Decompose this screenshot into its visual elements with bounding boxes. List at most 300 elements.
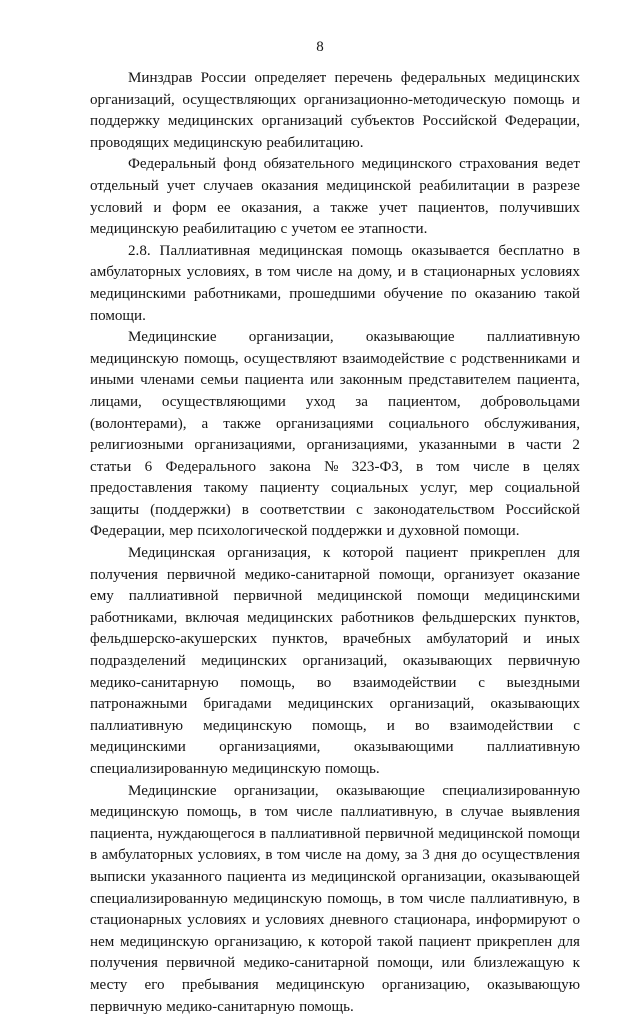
word: медицинских xyxy=(247,609,333,626)
word: медицинскую xyxy=(90,804,179,821)
word: получения xyxy=(90,566,158,583)
word: Российской xyxy=(505,501,580,518)
word: с xyxy=(478,674,485,691)
word: организациями, xyxy=(219,739,321,756)
word: этапности. xyxy=(358,221,428,238)
word: и xyxy=(397,264,406,281)
word: федеральных xyxy=(400,70,486,86)
word: случаев xyxy=(203,177,254,194)
text-line xyxy=(90,673,580,695)
text-line xyxy=(90,133,580,155)
text-line xyxy=(90,478,580,500)
word: в xyxy=(507,437,515,454)
word: медицинскую xyxy=(90,350,179,367)
word: организация, xyxy=(227,545,311,562)
word: организаций, xyxy=(302,653,388,670)
word: и xyxy=(523,631,532,648)
word: пациента xyxy=(227,868,287,885)
text-line xyxy=(90,759,580,781)
word: пациентов, xyxy=(418,199,489,216)
word: иными xyxy=(90,372,134,389)
word: условиях xyxy=(187,912,247,929)
word: Медицинская xyxy=(128,545,216,562)
word: указанного xyxy=(150,868,222,885)
word: на xyxy=(346,847,362,864)
word: пребывания xyxy=(181,976,259,993)
word: помощи, xyxy=(377,955,434,972)
word: взаимодействии xyxy=(352,674,457,691)
word: из xyxy=(291,868,306,885)
word: медико-санитарной xyxy=(244,566,370,583)
word: (поддержки) xyxy=(150,501,231,518)
word: в xyxy=(265,847,273,864)
word: разрезе xyxy=(532,177,580,194)
word: медицинской xyxy=(326,177,412,194)
word: которой xyxy=(320,933,372,950)
word: паллиативной xyxy=(270,825,361,842)
word: медицинскую xyxy=(233,890,322,907)
word: медицинскую xyxy=(275,976,365,993)
word: медицинских xyxy=(167,113,254,130)
word: предоставления xyxy=(90,480,193,497)
word: России xyxy=(200,70,247,86)
word: амбулаторных xyxy=(101,847,194,864)
word: амбулаторий xyxy=(426,631,509,648)
word: ее xyxy=(340,221,355,238)
word: за xyxy=(355,393,368,410)
text-line xyxy=(90,629,580,651)
word: медико-санитарную xyxy=(166,998,295,1015)
text-line xyxy=(90,457,580,479)
text-line xyxy=(90,500,580,522)
word: для xyxy=(557,545,580,562)
word: первичную xyxy=(507,653,580,670)
word: стационарных xyxy=(90,912,182,929)
word: и xyxy=(386,717,395,734)
word: такой xyxy=(544,285,580,302)
word: специализированную xyxy=(442,782,580,799)
text-line xyxy=(90,543,580,565)
word: в xyxy=(249,804,257,821)
word: к xyxy=(572,955,580,972)
word: паллиативную xyxy=(486,739,580,756)
word: отдельный xyxy=(90,177,159,194)
word: числе xyxy=(295,804,333,821)
text-line xyxy=(90,349,580,371)
word: помощи. xyxy=(463,523,520,540)
text-line xyxy=(90,306,580,328)
word: медицинская xyxy=(259,242,343,259)
page-number: 8 xyxy=(316,39,324,55)
word: в xyxy=(90,847,98,864)
word: помощь, xyxy=(183,350,239,367)
word: членами xyxy=(140,372,195,389)
word: оказывающие xyxy=(336,782,425,799)
text-line xyxy=(90,68,580,90)
word: пациент xyxy=(418,933,471,950)
word: организациями xyxy=(275,415,374,432)
word: 6 xyxy=(144,458,153,475)
word: оказывающих xyxy=(490,696,580,713)
word: осуществляющими xyxy=(161,393,286,410)
word: получения xyxy=(90,955,158,972)
word: пациента, xyxy=(516,372,580,389)
word: социального xyxy=(388,415,470,432)
word: с xyxy=(280,221,288,238)
word: осуществления xyxy=(481,847,580,864)
word: фельдшерских xyxy=(422,609,517,626)
word: числе xyxy=(295,264,333,281)
word: социальных xyxy=(331,480,409,497)
word: статьи xyxy=(90,458,132,475)
word: родственниками xyxy=(461,350,567,367)
word: для xyxy=(557,933,580,950)
word: такому xyxy=(203,480,249,497)
text-line xyxy=(90,845,580,867)
word: организациями, xyxy=(306,437,408,454)
word: нем xyxy=(90,933,115,950)
word: работников xyxy=(340,609,415,626)
word: помощь, xyxy=(186,804,242,821)
word: в xyxy=(572,242,580,259)
word: оказывающих xyxy=(402,653,493,670)
text-line xyxy=(90,932,580,954)
word: оказание xyxy=(523,566,580,583)
text-line xyxy=(90,154,580,176)
word: в xyxy=(416,458,424,475)
text-line xyxy=(90,781,580,803)
word: близлежащую xyxy=(473,955,565,972)
text-line xyxy=(90,716,580,738)
word: паллиативной xyxy=(128,588,219,605)
word: первичной xyxy=(233,588,303,605)
word: пациента, xyxy=(90,825,153,842)
word: помощи xyxy=(417,588,470,605)
word: пациентом, xyxy=(388,393,461,410)
word: выездными xyxy=(506,674,580,691)
word: специализированную xyxy=(90,761,228,777)
word: информируют xyxy=(476,912,568,929)
word: Медицинские xyxy=(128,329,217,346)
text-line xyxy=(90,198,580,220)
text-line xyxy=(90,111,580,133)
word: психологической xyxy=(197,523,308,540)
word: реабилитацию xyxy=(182,221,277,238)
word: Медицинские xyxy=(128,782,217,799)
text-line xyxy=(90,824,580,846)
word: духовной xyxy=(398,523,460,540)
word: социальной xyxy=(504,480,580,497)
text-line xyxy=(90,414,580,436)
word: добровольцами xyxy=(480,393,580,410)
word: ведет xyxy=(545,156,580,173)
word: мер xyxy=(469,480,494,497)
word: дому, xyxy=(365,847,401,864)
text-line xyxy=(90,284,580,306)
word: обучение xyxy=(383,285,443,302)
word: медико-санитарную xyxy=(90,674,219,691)
word: религиозными xyxy=(90,437,184,454)
word: осуществляющих xyxy=(182,91,297,108)
word: пациента xyxy=(244,372,304,389)
word: и xyxy=(571,350,580,367)
word: в xyxy=(572,890,580,907)
word: реабилитации xyxy=(419,177,510,194)
word: которой xyxy=(342,545,394,562)
text-line xyxy=(90,176,580,198)
word: поддержку xyxy=(90,113,160,130)
word: в xyxy=(411,264,419,281)
word: медицинскую xyxy=(203,717,292,734)
word: медицинскую xyxy=(173,134,263,151)
word: том xyxy=(436,458,460,475)
word: организацию, xyxy=(381,976,470,993)
word: 2 xyxy=(572,437,580,454)
word: также xyxy=(330,199,369,216)
word: 323-ФЗ, xyxy=(351,458,403,475)
word: с xyxy=(449,350,457,367)
word: фельдшерско-акушерских xyxy=(90,631,258,648)
word: том xyxy=(264,804,288,821)
word: паллиативную xyxy=(90,717,184,734)
word: паллиативную, xyxy=(470,890,568,907)
word: организации, xyxy=(401,868,486,885)
word: медико-санитарной xyxy=(243,955,369,972)
word: медицинских xyxy=(287,696,374,713)
word: за xyxy=(404,847,418,864)
word: такой xyxy=(377,933,414,950)
word: паллиативную, xyxy=(340,804,438,821)
word: № xyxy=(324,458,339,475)
word: в xyxy=(387,890,395,907)
word: страхования xyxy=(459,156,539,173)
text-line xyxy=(90,867,580,889)
word: организаций, xyxy=(389,696,475,713)
word: перечень xyxy=(334,70,393,86)
word: медицинской xyxy=(438,825,524,842)
word: указанными xyxy=(418,437,497,454)
text-line xyxy=(90,651,580,673)
word: условий xyxy=(90,199,143,216)
text-line xyxy=(90,737,580,759)
word: по xyxy=(451,285,467,302)
text-line xyxy=(90,889,580,911)
text-line xyxy=(90,953,580,975)
word: случае xyxy=(460,804,504,821)
word: форм xyxy=(172,199,207,216)
word: специализированную xyxy=(90,890,228,907)
word: оказывающую xyxy=(487,976,580,993)
word: определяет xyxy=(254,70,327,86)
word: том xyxy=(399,890,424,907)
word: иных xyxy=(546,631,580,648)
word: организаций, xyxy=(90,91,175,108)
word: медицинскую xyxy=(90,221,179,238)
word: медицинскими xyxy=(90,285,186,302)
text-line xyxy=(90,90,580,112)
word: ему xyxy=(90,588,114,605)
word: защиты xyxy=(90,501,140,518)
text-line xyxy=(90,565,580,587)
word: обслуживания, xyxy=(484,415,580,432)
text-line xyxy=(90,997,580,1018)
word: помощь, xyxy=(240,674,296,691)
word: бригадами xyxy=(203,696,272,713)
word: и xyxy=(386,523,395,540)
word: целях xyxy=(543,458,580,475)
word: стационара, xyxy=(393,912,471,929)
word: медицинскую xyxy=(119,933,209,950)
word: выписки xyxy=(90,868,146,885)
text-line xyxy=(90,910,580,932)
word: до xyxy=(461,847,478,864)
word: к xyxy=(323,545,331,562)
word: выявления xyxy=(511,804,580,821)
word: реабилитацию. xyxy=(266,134,364,151)
word: оказанию xyxy=(474,285,537,302)
word: также xyxy=(223,415,261,432)
word: представителем xyxy=(408,372,511,389)
word: организации, xyxy=(248,329,334,346)
word: соответствии xyxy=(259,501,346,518)
text-line xyxy=(90,392,580,414)
document-body xyxy=(90,68,580,1018)
word: проводящих xyxy=(90,134,170,151)
word: в xyxy=(259,825,267,842)
word: врачебных xyxy=(342,631,412,648)
word: обязательного xyxy=(263,156,355,173)
word: во xyxy=(414,717,430,734)
word: первичной xyxy=(365,825,434,842)
word: дому, xyxy=(357,264,393,281)
text-line xyxy=(90,975,580,997)
word: помощь, xyxy=(311,717,367,734)
word: организациями, xyxy=(194,437,296,454)
text-line xyxy=(90,370,580,392)
word: включая xyxy=(185,609,240,626)
word: уход xyxy=(305,393,336,410)
word: во xyxy=(316,674,332,691)
word: месту xyxy=(90,976,128,993)
word: оказывающей xyxy=(491,868,580,885)
word: поддержки xyxy=(311,523,383,540)
word: и xyxy=(571,91,580,108)
word: том xyxy=(267,264,291,281)
word: мер xyxy=(169,523,194,540)
word: в xyxy=(517,177,525,194)
word: законодательством xyxy=(373,501,495,518)
word: а xyxy=(201,415,209,432)
word: числе xyxy=(305,847,342,864)
word: с xyxy=(356,501,363,518)
text-line xyxy=(90,327,580,349)
word: услуг, xyxy=(420,480,458,497)
word: организации, xyxy=(233,782,319,799)
word: помощь. xyxy=(324,761,380,777)
word: условиях xyxy=(265,912,325,929)
word: о xyxy=(572,912,580,929)
word: или xyxy=(441,955,466,972)
word: патронажными xyxy=(90,696,188,713)
word: медицинскую xyxy=(232,761,321,777)
word: медицинской xyxy=(310,868,396,885)
word: в xyxy=(522,458,530,475)
word: организаций xyxy=(261,113,343,130)
word: Федерального xyxy=(165,458,257,475)
word: 3 xyxy=(422,847,430,864)
word: субъектов xyxy=(350,113,415,130)
word: организует xyxy=(443,566,515,583)
word: условиях, xyxy=(186,264,250,281)
word: дня xyxy=(434,847,458,864)
word: работниками, xyxy=(193,285,282,302)
word: и xyxy=(251,912,260,929)
word: дневного xyxy=(329,912,389,929)
word: помощи xyxy=(527,825,580,842)
word: числе xyxy=(472,458,510,475)
word: учет xyxy=(378,199,408,216)
word: взаимодействие xyxy=(342,350,445,367)
word: помощи. xyxy=(90,307,146,324)
text-line xyxy=(90,262,580,284)
word: медицинскими xyxy=(90,739,186,756)
text-line xyxy=(90,435,580,457)
word: Российской xyxy=(422,113,497,130)
word: прошедшими xyxy=(289,285,376,302)
word: числе xyxy=(428,890,466,907)
word: прикреплен xyxy=(476,933,553,950)
word: медицинских xyxy=(494,70,580,86)
word: стационарных xyxy=(423,264,516,281)
word: Паллиативная xyxy=(159,242,251,259)
word: учет xyxy=(166,177,196,194)
word: паллиативную xyxy=(486,329,580,346)
word: помощь, xyxy=(327,890,382,907)
word: взаимодействии xyxy=(449,717,554,734)
word: пациент xyxy=(405,545,458,562)
word: пациенту xyxy=(259,480,320,497)
word: работниками, xyxy=(90,609,178,626)
text-line xyxy=(90,521,580,543)
word: осуществляют xyxy=(243,350,337,367)
word: том xyxy=(277,847,301,864)
text-line xyxy=(90,694,580,716)
word: условиях, xyxy=(197,847,261,864)
word: закона xyxy=(269,458,311,475)
word: Минздрав xyxy=(128,70,193,86)
word: оказывающие xyxy=(365,329,455,346)
word: семьи xyxy=(200,372,239,389)
word: нуждающегося xyxy=(157,825,255,842)
word: прикреплен xyxy=(470,545,546,562)
word: в xyxy=(445,804,453,821)
word: пунктов, xyxy=(272,631,328,648)
word: законным xyxy=(339,372,403,389)
word: оказывается xyxy=(411,242,490,259)
word: помощи, xyxy=(378,566,435,583)
text-line xyxy=(90,802,580,824)
word: помощь xyxy=(513,91,565,108)
word: и xyxy=(153,199,162,216)
word: а xyxy=(312,199,320,216)
text-line xyxy=(90,586,580,608)
word: организацию, xyxy=(214,933,303,950)
word: условиях xyxy=(520,264,580,281)
text-line xyxy=(90,608,580,630)
word: Федеральный xyxy=(128,156,216,173)
word: части xyxy=(525,437,562,454)
word: медицинской xyxy=(317,588,403,605)
